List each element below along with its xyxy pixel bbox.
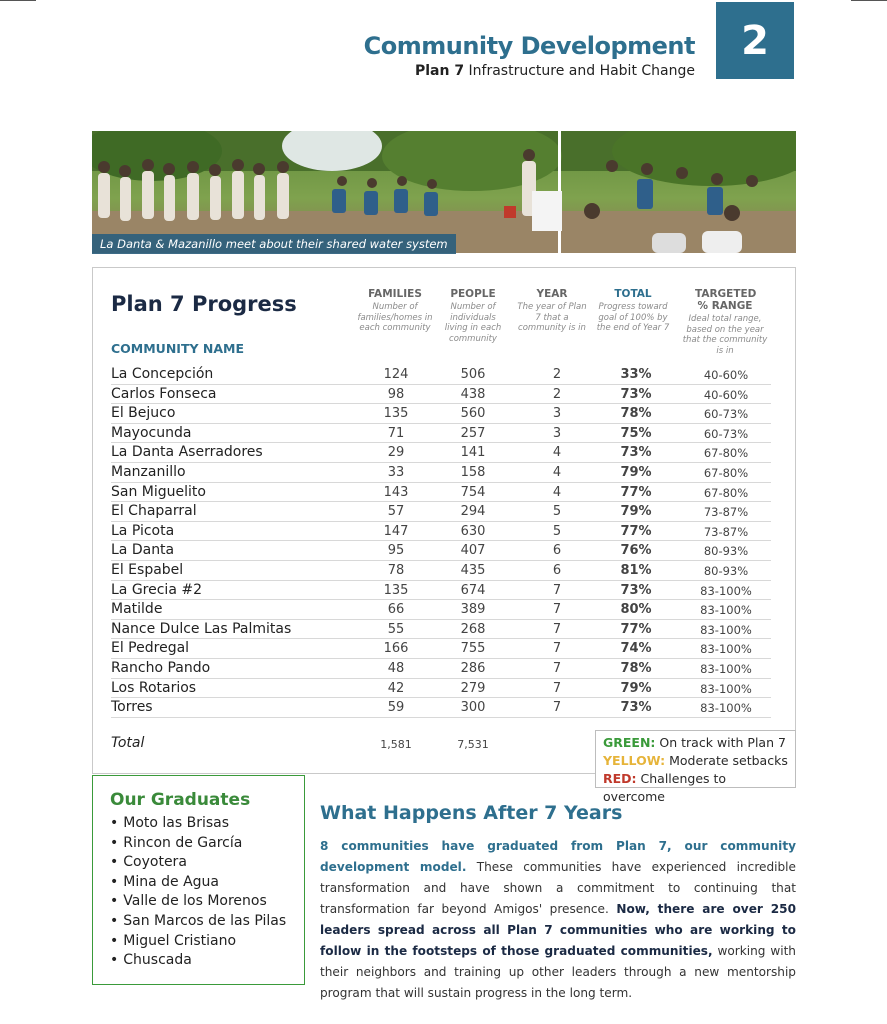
plan-year: 6: [552, 543, 562, 559]
total-families: 1,581: [380, 738, 412, 751]
table-row: [111, 698, 771, 718]
people-count: 438: [460, 386, 486, 402]
total-progress: 73%: [620, 700, 652, 716]
families-count: 55: [387, 621, 405, 637]
targeted-range: 67-80%: [703, 485, 749, 500]
community-name: La Picota: [111, 522, 175, 539]
targeted-range: 67-80%: [703, 465, 749, 480]
community-name: El Chaparral: [111, 503, 197, 520]
graduates-title: Our Graduates: [110, 790, 251, 810]
table-row: [111, 639, 771, 659]
targeted-range: 83-100%: [700, 701, 752, 716]
community-name: Rancho Pando: [111, 659, 211, 676]
total-progress: 79%: [620, 680, 652, 696]
targeted-range: 83-100%: [700, 603, 752, 618]
targeted-range: 73-87%: [703, 505, 749, 520]
table-row: [111, 463, 771, 483]
families-count: 135: [383, 582, 409, 598]
chapter-number: 2: [716, 2, 794, 79]
total-progress: 33%: [620, 367, 652, 382]
plan-year: 5: [552, 523, 562, 539]
community-name: La Danta: [111, 542, 175, 559]
community-name: San Miguelito: [111, 483, 206, 500]
community-name: El Pedregal: [111, 640, 190, 657]
range-column-header: [680, 288, 770, 356]
families-column-header: [355, 288, 435, 334]
table-row: [111, 424, 771, 444]
people-count: 630: [460, 523, 486, 539]
table-row: [111, 679, 771, 699]
subtitle-plan: Plan 7: [414, 63, 465, 79]
total-header-desc: Progress toward goal of 100% by the end of Year 7: [596, 302, 670, 333]
families-count: 29: [387, 445, 405, 461]
people-count: 279: [460, 680, 486, 696]
graduates-box: [92, 775, 305, 985]
community-name: Manzanillo: [111, 463, 186, 480]
photo-caption: La Danta & Mazanillo meet about their shared water system: [92, 234, 456, 254]
people-header-title: PEOPLE: [450, 288, 496, 300]
plan-year: 4: [552, 484, 562, 500]
people-count: 300: [460, 700, 486, 716]
families-count: 166: [383, 641, 409, 657]
after-title: What Happens After 7 Years: [320, 802, 623, 824]
people-count: 755: [460, 641, 486, 657]
people-count: 407: [460, 543, 486, 559]
families-count: 42: [387, 680, 405, 696]
list-item: • Mina de Agua: [110, 873, 304, 893]
range-header-title: TARGETED % RANGE: [695, 288, 757, 312]
families-count: 135: [383, 406, 409, 422]
families-count: 98: [387, 386, 405, 402]
total-progress: 78%: [620, 660, 652, 676]
people-count: 268: [460, 621, 486, 637]
targeted-range: 83-100%: [700, 681, 752, 696]
total-progress: 76%: [620, 543, 652, 559]
list-item: • Valle de los Morenos: [110, 892, 304, 912]
targeted-range: 80-93%: [703, 544, 749, 559]
plan-year: 7: [552, 641, 562, 657]
community-name: Nance Dulce Las Palmitas: [111, 620, 292, 637]
legend-green-key: GREEN:: [603, 735, 656, 750]
table-row: [111, 502, 771, 522]
families-count: 147: [383, 523, 409, 539]
families-count: 78: [387, 562, 405, 578]
plan-year: 7: [552, 660, 562, 676]
targeted-range: 60-73%: [703, 426, 749, 441]
crop-mark-right: [851, 0, 887, 1]
total-progress: 75%: [620, 425, 652, 441]
plan-year: 5: [552, 504, 562, 520]
total-progress: 79%: [620, 464, 652, 480]
people-count: 754: [460, 484, 486, 500]
list-item: • Moto las Brisas: [110, 814, 304, 834]
table-row: [111, 561, 771, 581]
families-count: 71: [387, 425, 405, 441]
page-title: Community Development: [363, 32, 695, 60]
families-count: 59: [387, 700, 405, 716]
plan-year: 6: [552, 562, 562, 578]
people-column-header: [438, 288, 508, 344]
after-highlight: 8 communities have graduated from Plan 7, our community development model.: [320, 839, 796, 874]
legend-yellow-text: Moderate setbacks: [665, 753, 788, 768]
plan-year: 2: [552, 386, 562, 402]
targeted-range: 40-60%: [703, 368, 749, 382]
table-row: [111, 522, 771, 542]
after-paragraph: [320, 836, 796, 1004]
people-count: 141: [460, 445, 486, 461]
targeted-range: 83-100%: [700, 661, 752, 676]
total-progress: 73%: [620, 445, 652, 461]
legend-red-key: RED:: [603, 771, 637, 786]
total-header-title: TOTAL: [614, 288, 652, 300]
targeted-range: 83-100%: [700, 583, 752, 598]
year-header-desc: The year of Plan 7 that a community is in: [517, 302, 587, 333]
table-row: [111, 483, 771, 503]
people-count: 286: [460, 660, 486, 676]
graduates-list: [110, 814, 304, 971]
plan-year: 7: [552, 621, 562, 637]
table-row: [111, 620, 771, 640]
plan-year: 4: [552, 445, 562, 461]
year-column-header: [517, 288, 587, 334]
progress-title: Plan 7 Progress: [111, 292, 297, 316]
community-name: Torres: [111, 699, 153, 716]
after-mid: These communities have experienced incredible transformation and have shown a commitment to continuing that transformation far beyond Amigos' presence.: [320, 860, 796, 916]
plan-year: 7: [552, 700, 562, 716]
range-header-desc: Ideal total range, based on the year that the community is in: [682, 314, 768, 356]
legend-green: [603, 734, 788, 752]
plan-year: 2: [552, 367, 562, 382]
total-progress: 73%: [620, 386, 652, 402]
people-count: 674: [460, 582, 486, 598]
total-label: Total: [111, 735, 145, 751]
targeted-range: 60-73%: [703, 407, 749, 422]
families-header-title: FAMILIES: [368, 288, 422, 300]
community-name: El Bejuco: [111, 405, 176, 422]
community-name-header: COMMUNITY NAME: [111, 341, 244, 356]
targeted-range: 80-93%: [703, 563, 749, 578]
table-row: [111, 541, 771, 561]
community-name: Matilde: [111, 601, 163, 618]
plan-year: 3: [552, 406, 562, 422]
total-progress: 77%: [620, 523, 652, 539]
progress-rows: [111, 365, 771, 718]
total-people: 7,531: [457, 738, 489, 751]
families-count: 95: [387, 543, 405, 559]
community-name: La Danta Aserradores: [111, 444, 263, 461]
community-name: Los Rotarios: [111, 679, 197, 696]
plan-year: 7: [552, 602, 562, 618]
table-row: [111, 443, 771, 463]
list-item: • Rincon de García: [110, 834, 304, 854]
families-count: 48: [387, 660, 405, 676]
page-header: [364, 32, 695, 79]
table-row: [111, 600, 771, 620]
total-progress: 77%: [620, 484, 652, 500]
people-count: 389: [460, 602, 486, 618]
total-progress: 73%: [620, 582, 652, 598]
people-count: 294: [460, 504, 486, 520]
year-header-title: YEAR: [536, 288, 568, 300]
total-progress: 81%: [620, 562, 652, 578]
families-count: 57: [387, 504, 405, 520]
plan-year: 4: [552, 464, 562, 480]
plan-year: 7: [552, 582, 562, 598]
families-count: 143: [383, 484, 409, 500]
legend-yellow: [603, 752, 788, 770]
list-item: • Miguel Cristiano: [110, 932, 304, 952]
plan7-progress-table: [92, 267, 796, 774]
targeted-range: 83-100%: [700, 622, 752, 637]
people-header-desc: Number of individuals living in each community: [444, 302, 502, 344]
plan-year: 7: [552, 680, 562, 696]
people-count: 158: [460, 464, 486, 480]
families-count: 66: [387, 602, 405, 618]
table-row: [111, 659, 771, 679]
table-row: [111, 385, 771, 405]
people-count: 257: [460, 425, 486, 441]
targeted-range: 83-100%: [700, 642, 752, 657]
list-item: • Coyotera: [110, 853, 304, 873]
community-name: La Grecia #2: [111, 581, 202, 598]
families-count: 33: [387, 464, 405, 480]
total-column-header: [593, 288, 673, 334]
total-progress: 74%: [620, 641, 652, 657]
status-legend: [595, 730, 796, 804]
table-row: [111, 581, 771, 601]
after-end: working with their neighbors and training up other leaders through a new mentorship program that will sustain progress in the long term.: [320, 944, 796, 1000]
legend-green-text: On track with Plan 7: [655, 735, 786, 750]
community-name: Carlos Fonseca: [111, 385, 217, 402]
legend-yellow-key: YELLOW:: [603, 753, 666, 768]
total-progress: 80%: [620, 602, 652, 618]
page-subtitle: [364, 63, 695, 79]
people-count: 560: [460, 406, 486, 422]
after-7-years-section: [320, 802, 796, 1004]
community-name: Mayocunda: [111, 424, 192, 441]
total-progress: 77%: [620, 621, 652, 637]
crop-mark-left: [0, 0, 36, 1]
community-name: La Concepción: [111, 366, 214, 382]
total-progress: 79%: [620, 504, 652, 520]
families-count: 124: [383, 367, 409, 382]
plan-year: 3: [552, 425, 562, 441]
table-row: [111, 365, 771, 385]
total-progress: 78%: [620, 406, 652, 422]
legend-red: [603, 770, 788, 806]
people-count: 506: [460, 367, 486, 382]
community-name: El Espabel: [111, 561, 184, 578]
table-row: [111, 404, 771, 424]
subtitle-text: Infrastructure and Habit Change: [464, 63, 695, 79]
after-bold: Now, there are over 250 leaders spread across all Plan 7 communities who are working to follow in the footsteps of those graduated communities,: [320, 902, 796, 958]
legend-red-text: Challenges to overcome: [603, 771, 727, 804]
people-count: 435: [460, 562, 486, 578]
list-item: • San Marcos de las Pilas: [110, 912, 304, 932]
targeted-range: 67-80%: [703, 446, 749, 461]
targeted-range: 40-60%: [703, 387, 749, 402]
families-header-desc: Number of families/homes in each community: [357, 302, 433, 333]
targeted-range: 73-87%: [703, 524, 749, 539]
list-item: • Chuscada: [110, 951, 304, 971]
